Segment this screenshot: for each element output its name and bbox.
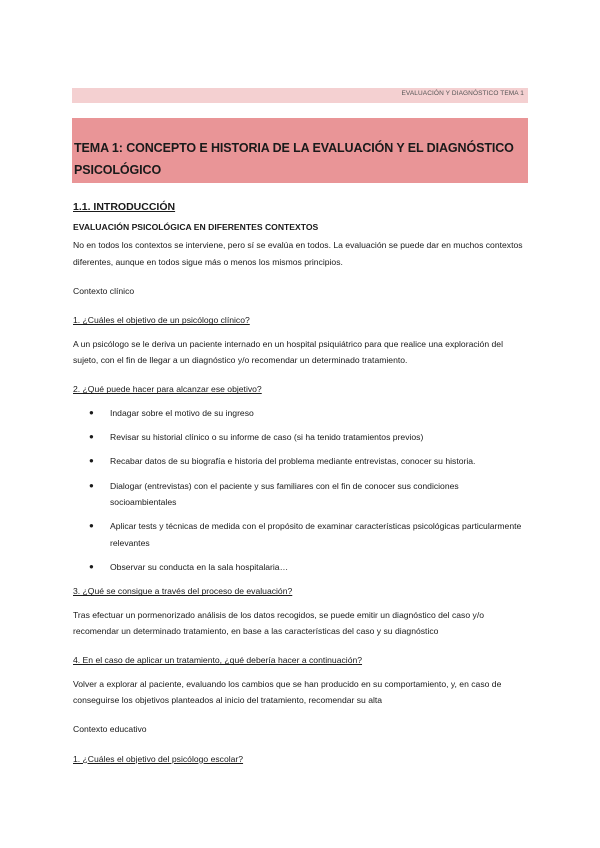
list-item: ● Revisar su historial clínico o su informe de caso (si ha tenido tratamientos previos) xyxy=(73,429,523,445)
bullet-icon: ● xyxy=(89,480,94,490)
section-heading: 1.1. INTRODUCCIÓN xyxy=(73,201,176,213)
clinical-question-2: 2. ¿Qué puede hacer para alcanzar ese objetivo? xyxy=(73,384,262,395)
clinical-question-4: 4. En el caso de aplicar un tratamiento, ¿qué debería hacer a continuación? xyxy=(73,655,363,666)
educational-question-1: 1. ¿Cuáles el objetivo del psicólogo escolar? xyxy=(73,753,244,764)
bullet-icon: ● xyxy=(89,562,94,572)
clinical-question-1: 1. ¿Cuáles el objetivo de un psicólogo clínico? xyxy=(73,315,250,326)
clinical-question-3: 3. ¿Qué se consigue a través del proceso de evaluación? xyxy=(73,586,293,597)
clinical-steps-list xyxy=(73,405,523,576)
bullet-icon: ● xyxy=(89,456,94,466)
list-item: ● Indagar sobre el motivo de su ingreso xyxy=(73,405,523,421)
clinical-answer-1: A un psicólogo se le deriva un paciente internado en un hospital psiquiátrico para que realice una exploración del sujeto, con el fin de llegar a un diagnóstico y/o recomendar un determinado tratamiento. xyxy=(73,338,503,366)
bullet-icon: ● xyxy=(89,521,94,531)
bullet-icon: ● xyxy=(89,432,94,442)
educational-context-label: Contexto educativo xyxy=(73,724,147,735)
chapter-title-banner xyxy=(72,118,528,183)
clinical-answer-3: Tras efectuar un pormenorizado análisis de los datos recogidos, se puede emitir un diagnóstico del caso y/o recomendar un determinado tratamiento, en base a las características del caso y su diagnóstico xyxy=(73,609,484,637)
list-item: ● Aplicar tests y técnicas de medida con el propósito de examinar características psicológicas particularmente relevantes xyxy=(73,518,523,551)
subsection-heading: EVALUACIÓN PSICOLÓGICA EN DIFERENTES CONTEXTOS xyxy=(73,221,319,232)
list-item: ● Recabar datos de su biografía e historia del problema mediante entrevistas, conocer su historia. xyxy=(73,453,523,469)
clinical-answer-4: Volver a explorar al paciente, evaluando los cambios que se han producido en su comportamiento, y, en caso de conseguirse los objetivos planteados al inicio del tratamiento, recomendar su alta xyxy=(73,678,502,705)
running-header-text: EVALUACIÓN Y DIAGNÓSTICO TEMA 1 xyxy=(401,90,524,97)
clinical-context-label: Contexto clínico xyxy=(73,286,135,297)
list-item: ● Dialogar (entrevistas) con el paciente y sus familiares con el fin de conocer sus condiciones socioambientales xyxy=(73,478,523,511)
intro-paragraph: No en todos los contextos se interviene, pero sí se evalúa en todos. La evaluación se puede dar en muchos contextos diferentes, aunque en todos sigue más o menos los mismos principios. xyxy=(73,240,523,267)
document-body xyxy=(73,200,523,774)
bullet-icon: ● xyxy=(89,407,94,417)
running-header xyxy=(72,88,528,103)
chapter-title: TEMA 1: CONCEPTO E HISTORIA DE LA EVALUACIÓN Y EL DIAGNÓSTICO PSICOLÓGICO xyxy=(74,141,514,177)
list-item: ● Observar su conducta en la sala hospitalaria… xyxy=(73,559,523,575)
